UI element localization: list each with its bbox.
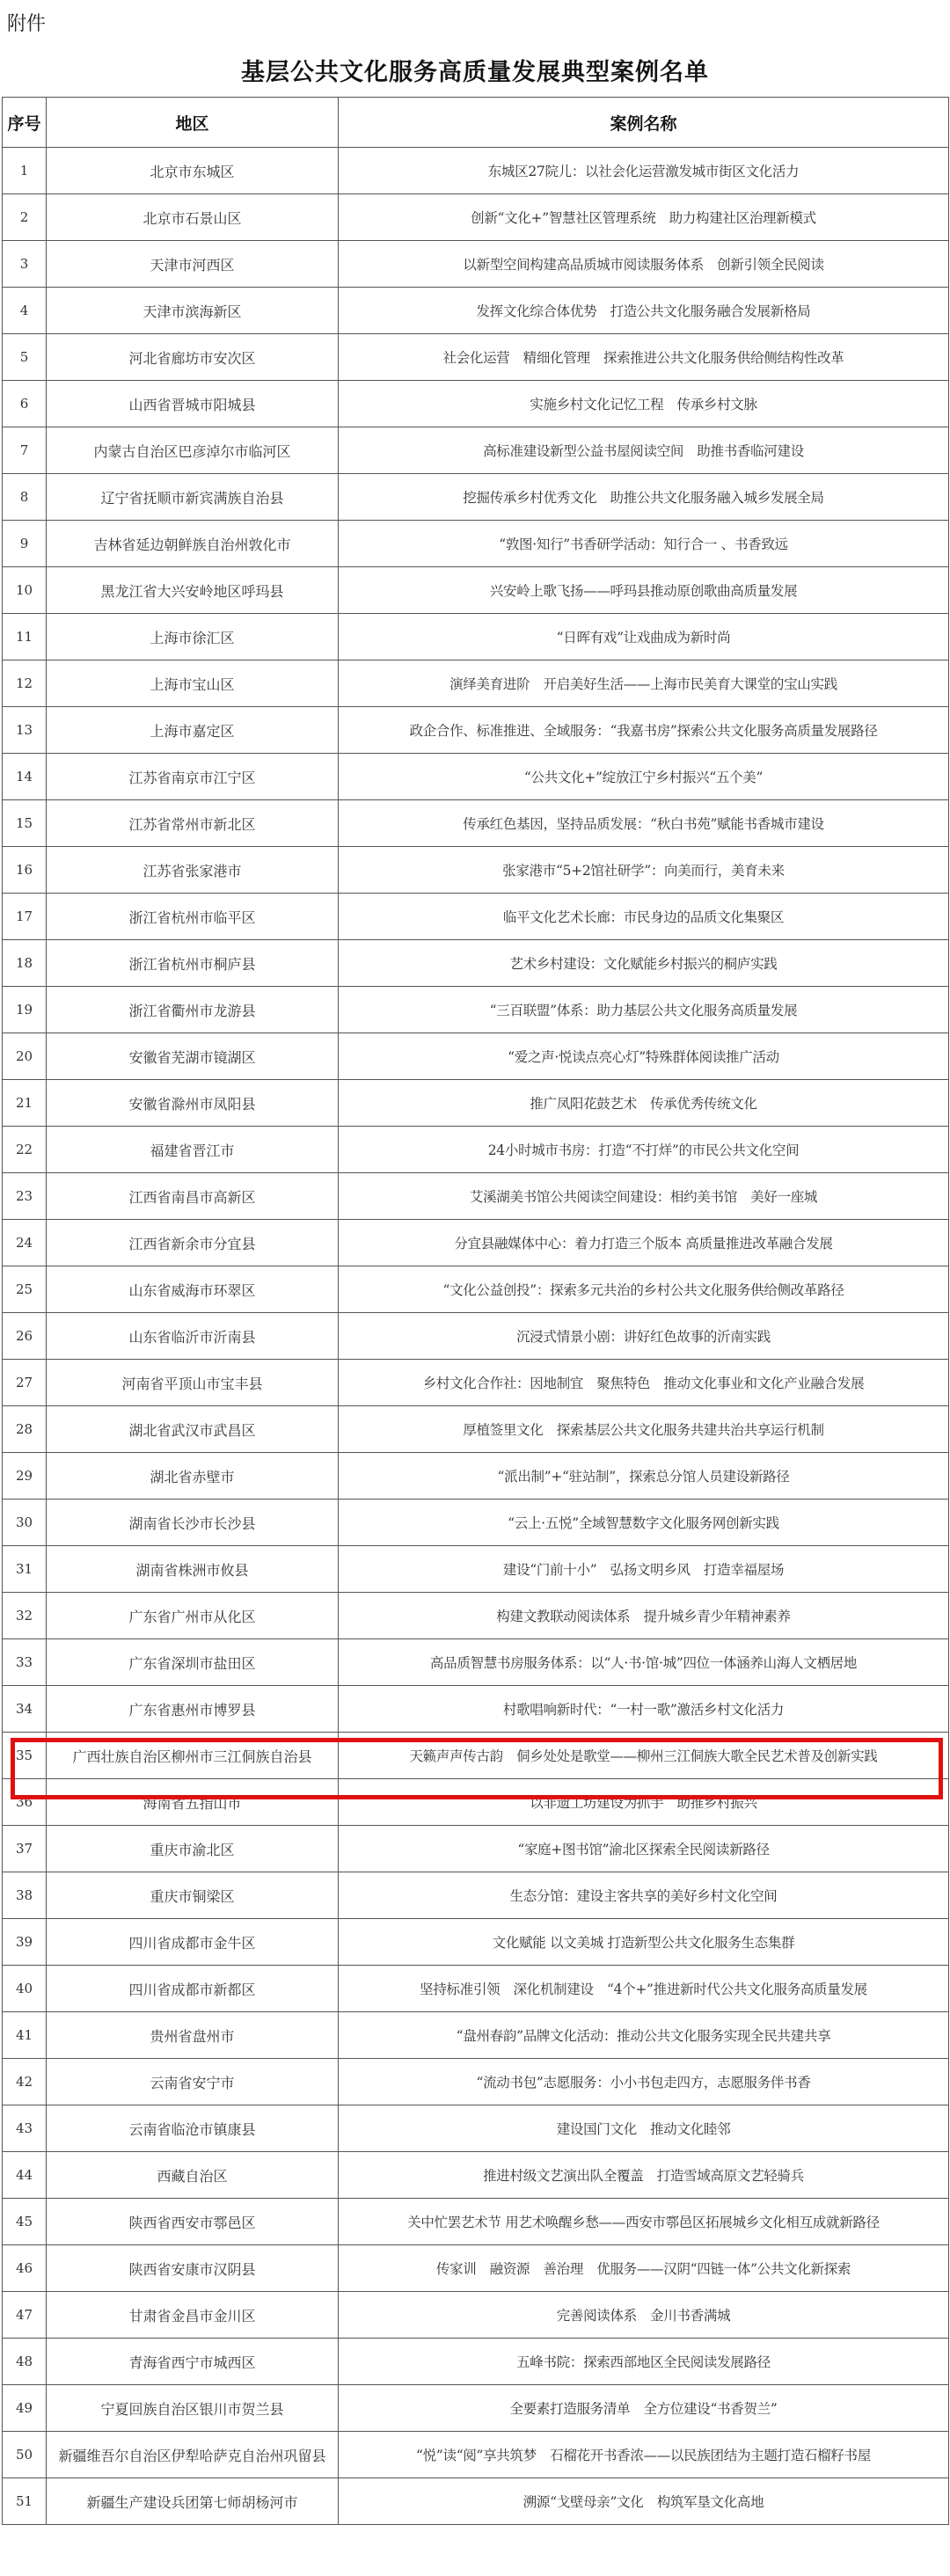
row-index: 21 (3, 1080, 47, 1127)
row-index: 18 (3, 940, 47, 987)
row-region: 西藏自治区 (47, 2152, 339, 2199)
row-index: 36 (3, 1779, 47, 1826)
table-row (3, 148, 949, 194)
row-index: 23 (3, 1173, 47, 1220)
case-list-table (2, 97, 949, 2525)
row-region: 天津市河西区 (47, 241, 339, 288)
row-index: 34 (3, 1686, 47, 1733)
row-case-name: 五峰书院：探索西部地区全民阅读发展路径 (339, 2339, 949, 2385)
row-region: 贵州省盘州市 (47, 2012, 339, 2059)
row-case-name: 关中忙罢艺术节 用艺术唤醒乡愁——西安市鄠邑区拓展城乡文化相互成就新路径 (339, 2199, 949, 2245)
row-case-name: 高标准建设新型公益书屋阅读空间 助推书香临河建设 (339, 427, 949, 474)
row-case-name: “三百联盟”体系：助力基层公共文化服务高质量发展 (339, 987, 949, 1033)
row-region: 重庆市渝北区 (47, 1826, 339, 1872)
row-region: 上海市宝山区 (47, 660, 339, 707)
row-index: 15 (3, 800, 47, 847)
table-row (3, 1872, 949, 1919)
row-region: 云南省临沧市镇康县 (47, 2105, 339, 2152)
row-case-name: “公共文化+”绽放江宁乡村振兴“五个美” (339, 754, 949, 800)
header-index: 序号 (3, 98, 47, 148)
row-case-name: 传承红色基因，坚持品质发展：“秋白书苑”赋能书香城市建设 (339, 800, 949, 847)
table-row (3, 427, 949, 474)
row-region: 安徽省芜湖市镜湖区 (47, 1033, 339, 1080)
row-case-name: 以非遗工坊建设为抓手 助推乡村振兴 (339, 1779, 949, 1826)
row-region: 浙江省衢州市龙游县 (47, 987, 339, 1033)
row-index: 8 (3, 474, 47, 521)
row-region: 湖南省长沙市长沙县 (47, 1500, 339, 1546)
table-row (3, 1733, 949, 1779)
row-index: 5 (3, 334, 47, 381)
row-region: 江苏省张家港市 (47, 847, 339, 894)
row-case-name: 分宜县融媒体中心：着力打造三个版本 高质量推进改革融合发展 (339, 1220, 949, 1266)
table-row (3, 2059, 949, 2105)
row-case-name: 以新型空间构建高品质城市阅读服务体系 创新引领全民阅读 (339, 241, 949, 288)
row-index: 33 (3, 1639, 47, 1686)
row-index: 13 (3, 707, 47, 754)
row-index: 17 (3, 894, 47, 940)
table-row (3, 2478, 949, 2525)
row-region: 内蒙古自治区巴彦淖尔市临河区 (47, 427, 339, 474)
row-index: 32 (3, 1593, 47, 1639)
row-index: 48 (3, 2339, 47, 2385)
row-region: 山东省临沂市沂南县 (47, 1313, 339, 1360)
row-index: 19 (3, 987, 47, 1033)
header-region: 地区 (47, 98, 339, 148)
row-index: 1 (3, 148, 47, 194)
row-index: 51 (3, 2478, 47, 2525)
table-row (3, 1127, 949, 1173)
row-case-name: 推进村级文艺演出队全覆盖 打造雪域高原文艺轻骑兵 (339, 2152, 949, 2199)
row-index: 38 (3, 1872, 47, 1919)
row-case-name: 高品质智慧书房服务体系：以“人·书·馆·城”四位一体涵养山海人文栖居地 (339, 1639, 949, 1686)
table-header-row (3, 98, 949, 148)
table-row (3, 707, 949, 754)
table-row (3, 1173, 949, 1220)
row-index: 39 (3, 1919, 47, 1966)
row-case-name: 临平文化艺术长廊：市民身边的品质文化集聚区 (339, 894, 949, 940)
row-index: 31 (3, 1546, 47, 1593)
row-index: 12 (3, 660, 47, 707)
table-row (3, 241, 949, 288)
row-region: 广西壮族自治区柳州市三江侗族自治县 (47, 1733, 339, 1779)
table-row (3, 1033, 949, 1080)
table-row (3, 2012, 949, 2059)
row-case-name: 坚持标准引领 深化机制建设 “4个+”推进新时代公共文化服务高质量发展 (339, 1966, 949, 2012)
row-index: 14 (3, 754, 47, 800)
row-index: 25 (3, 1266, 47, 1313)
table-row (3, 660, 949, 707)
row-index: 3 (3, 241, 47, 288)
table-row (3, 800, 949, 847)
row-index: 10 (3, 567, 47, 614)
row-region: 四川省成都市金牛区 (47, 1919, 339, 1966)
row-region: 浙江省杭州市桐庐县 (47, 940, 339, 987)
row-index: 16 (3, 847, 47, 894)
row-region: 江苏省常州市新北区 (47, 800, 339, 847)
row-region: 四川省成都市新都区 (47, 1966, 339, 2012)
table-row (3, 1313, 949, 1360)
row-region: 广东省广州市从化区 (47, 1593, 339, 1639)
row-index: 40 (3, 1966, 47, 2012)
table-row (3, 1639, 949, 1686)
row-region: 宁夏回族自治区银川市贺兰县 (47, 2385, 339, 2432)
row-case-name: “文化公益创投”：探索多元共治的乡村公共文化服务供给侧改革路径 (339, 1266, 949, 1313)
table-row (3, 1593, 949, 1639)
row-region: 江苏省南京市江宁区 (47, 754, 339, 800)
row-case-name: 创新“文化+”智慧社区管理系统 助力构建社区治理新模式 (339, 194, 949, 241)
row-region: 天津市滨海新区 (47, 288, 339, 334)
row-case-name: 24小时城市书房：打造“不打烊”的市民公共文化空间 (339, 1127, 949, 1173)
row-region: 陕西省安康市汉阴县 (47, 2245, 339, 2292)
row-case-name: “悦”读“阅”享共筑梦 石榴花开书香浓——以民族团结为主题打造石榴籽书屋 (339, 2432, 949, 2478)
row-index: 41 (3, 2012, 47, 2059)
row-index: 6 (3, 381, 47, 427)
row-region: 福建省晋江市 (47, 1127, 339, 1173)
row-case-name: “日晖有戏”让戏曲成为新时尚 (339, 614, 949, 660)
row-index: 26 (3, 1313, 47, 1360)
row-region: 江西省新余市分宜县 (47, 1220, 339, 1266)
table-row (3, 1500, 949, 1546)
row-case-name: 挖掘传承乡村优秀文化 助推公共文化服务融入城乡发展全局 (339, 474, 949, 521)
row-index: 43 (3, 2105, 47, 2152)
row-case-name: 推广凤阳花鼓艺术 传承优秀传统文化 (339, 1080, 949, 1127)
table-row (3, 1220, 949, 1266)
row-region: 辽宁省抚顺市新宾满族自治县 (47, 474, 339, 521)
row-region: 新疆维吾尔自治区伊犁哈萨克自治州巩留县 (47, 2432, 339, 2478)
row-index: 49 (3, 2385, 47, 2432)
row-region: 河北省廊坊市安次区 (47, 334, 339, 381)
row-index: 37 (3, 1826, 47, 1872)
row-region: 上海市徐汇区 (47, 614, 339, 660)
table-row (3, 1360, 949, 1406)
row-region: 云南省安宁市 (47, 2059, 339, 2105)
row-index: 35 (3, 1733, 47, 1779)
table-row (3, 2152, 949, 2199)
row-region: 广东省惠州市博罗县 (47, 1686, 339, 1733)
row-index: 4 (3, 288, 47, 334)
table-row (3, 2339, 949, 2385)
row-index: 9 (3, 521, 47, 567)
annex-label: 附件 (7, 13, 47, 35)
table-row (3, 2105, 949, 2152)
table-row (3, 1406, 949, 1453)
row-index: 45 (3, 2199, 47, 2245)
row-region: 陕西省西安市鄠邑区 (47, 2199, 339, 2245)
row-region: 重庆市铜梁区 (47, 1872, 339, 1919)
table-row (3, 521, 949, 567)
row-case-name: 乡村文化合作社：因地制宜 聚焦特色 推动文化事业和文化产业融合发展 (339, 1360, 949, 1406)
row-case-name: “敦图·知行”书香研学活动：知行合一 、书香致远 (339, 521, 949, 567)
row-region: 山东省威海市环翠区 (47, 1266, 339, 1313)
row-case-name: 全要素打造服务清单 全方位建设“书香贺兰” (339, 2385, 949, 2432)
row-case-name: 村歌唱响新时代：“一村一歌”激活乡村文化活力 (339, 1686, 949, 1733)
row-index: 2 (3, 194, 47, 241)
table-row (3, 474, 949, 521)
table-row (3, 1453, 949, 1500)
table-row (3, 194, 949, 241)
row-case-name: 兴安岭上歌飞扬——呼玛县推动原创歌曲高质量发展 (339, 567, 949, 614)
row-index: 20 (3, 1033, 47, 1080)
row-region: 北京市石景山区 (47, 194, 339, 241)
row-case-name: 艾溪湖美书馆公共阅读空间建设：相约美书馆 美好一座城 (339, 1173, 949, 1220)
table-row (3, 894, 949, 940)
row-case-name: 建设“门前十小” 弘扬文明乡风 打造幸福屋场 (339, 1546, 949, 1593)
table-row (3, 940, 949, 987)
table-body (3, 148, 949, 2525)
row-case-name: 实施乡村文化记忆工程 传承乡村文脉 (339, 381, 949, 427)
row-index: 7 (3, 427, 47, 474)
table-row (3, 1966, 949, 2012)
table-row (3, 1546, 949, 1593)
document-title: 基层公共文化服务高质量发展典型案例名单 (241, 59, 709, 86)
row-case-name: 厚植签里文化 探索基层公共文化服务共建共治共享运行机制 (339, 1406, 949, 1453)
row-index: 30 (3, 1500, 47, 1546)
row-case-name: 文化赋能 以文美城 打造新型公共文化服务生态集群 (339, 1919, 949, 1966)
table-row (3, 2292, 949, 2339)
table-row (3, 2385, 949, 2432)
row-region: 青海省西宁市城西区 (47, 2339, 339, 2385)
row-case-name: “家庭+图书馆”渝北区探索全民阅读新路径 (339, 1826, 949, 1872)
table-row (3, 754, 949, 800)
row-case-name: “流动书包”志愿服务：小小书包走四方，志愿服务伴书香 (339, 2059, 949, 2105)
table-row (3, 567, 949, 614)
row-case-name: 完善阅读体系 金川书香满城 (339, 2292, 949, 2339)
table-row (3, 334, 949, 381)
row-region: 吉林省延边朝鲜族自治州敦化市 (47, 521, 339, 567)
table-row (3, 987, 949, 1033)
row-case-name: “爱之声·悦读点亮心灯”特殊群体阅读推广活动 (339, 1033, 949, 1080)
row-region: 北京市东城区 (47, 148, 339, 194)
table-row (3, 2199, 949, 2245)
table-row (3, 1919, 949, 1966)
table-row (3, 1686, 949, 1733)
row-index: 47 (3, 2292, 47, 2339)
row-index: 46 (3, 2245, 47, 2292)
row-case-name: “派出制”+“驻站制”，探索总分馆人员建设新路径 (339, 1453, 949, 1500)
row-region: 湖北省赤壁市 (47, 1453, 339, 1500)
row-case-name: “盘州春韵”品牌文化活动：推动公共文化服务实现全民共建共享 (339, 2012, 949, 2059)
row-case-name: 天籁声声传古韵 侗乡处处是歌堂——柳州三江侗族大歌全民艺术普及创新实践 (339, 1733, 949, 1779)
row-region: 湖南省株洲市攸县 (47, 1546, 339, 1593)
table-row (3, 381, 949, 427)
table-row (3, 614, 949, 660)
row-case-name: 社会化运营 精细化管理 探索推进公共文化服务供给侧结构性改革 (339, 334, 949, 381)
row-case-name: 建设国门文化 推动文化睦邻 (339, 2105, 949, 2152)
row-index: 28 (3, 1406, 47, 1453)
table-row (3, 1779, 949, 1826)
row-case-name: 溯源“戈壁母亲”文化 构筑军垦文化高地 (339, 2478, 949, 2525)
row-index: 44 (3, 2152, 47, 2199)
row-case-name: 沉浸式情景小剧：讲好红色故事的沂南实践 (339, 1313, 949, 1360)
row-case-name: 构建文教联动阅读体系 提升城乡青少年精神素养 (339, 1593, 949, 1639)
table-row (3, 847, 949, 894)
row-region: 湖北省武汉市武昌区 (47, 1406, 339, 1453)
row-index: 22 (3, 1127, 47, 1173)
row-region: 上海市嘉定区 (47, 707, 339, 754)
table-row (3, 288, 949, 334)
row-region: 海南省五指山市 (47, 1779, 339, 1826)
row-index: 50 (3, 2432, 47, 2478)
row-case-name: 政企合作、标准推进、全域服务：“我嘉书房”探索公共文化服务高质量发展路径 (339, 707, 949, 754)
row-index: 11 (3, 614, 47, 660)
row-region: 黑龙江省大兴安岭地区呼玛县 (47, 567, 339, 614)
row-case-name: 艺术乡村建设：文化赋能乡村振兴的桐庐实践 (339, 940, 949, 987)
header-case-name: 案例名称 (339, 98, 949, 148)
row-region: 浙江省杭州市临平区 (47, 894, 339, 940)
table-row (3, 2432, 949, 2478)
row-region: 安徽省滁州市凤阳县 (47, 1080, 339, 1127)
row-index: 24 (3, 1220, 47, 1266)
row-case-name: 演绎美育进阶 开启美好生活——上海市民美育大课堂的宝山实践 (339, 660, 949, 707)
row-region: 广东省深圳市盐田区 (47, 1639, 339, 1686)
row-case-name: 东城区27院儿：以社会化运营激发城市街区文化活力 (339, 148, 949, 194)
row-case-name: 生态分馆：建设主客共享的美好乡村文化空间 (339, 1872, 949, 1919)
row-case-name: 张家港市“5+2馆社研学”：向美而行，美育未来 (339, 847, 949, 894)
table-row (3, 1266, 949, 1313)
table-row (3, 1080, 949, 1127)
row-region: 河南省平顶山市宝丰县 (47, 1360, 339, 1406)
row-region: 新疆生产建设兵团第七师胡杨河市 (47, 2478, 339, 2525)
row-region: 山西省晋城市阳城县 (47, 381, 339, 427)
row-index: 29 (3, 1453, 47, 1500)
row-index: 27 (3, 1360, 47, 1406)
row-index: 42 (3, 2059, 47, 2105)
row-region: 江西省南昌市高新区 (47, 1173, 339, 1220)
table-row (3, 1826, 949, 1872)
row-case-name: “云上·五悦”全域智慧数字文化服务网创新实践 (339, 1500, 949, 1546)
row-case-name: 发挥文化综合体优势 打造公共文化服务融合发展新格局 (339, 288, 949, 334)
row-case-name: 传家训 融资源 善治理 优服务——汉阴“四链一体”公共文化新探索 (339, 2245, 949, 2292)
table-row (3, 2245, 949, 2292)
row-region: 甘肃省金昌市金川区 (47, 2292, 339, 2339)
